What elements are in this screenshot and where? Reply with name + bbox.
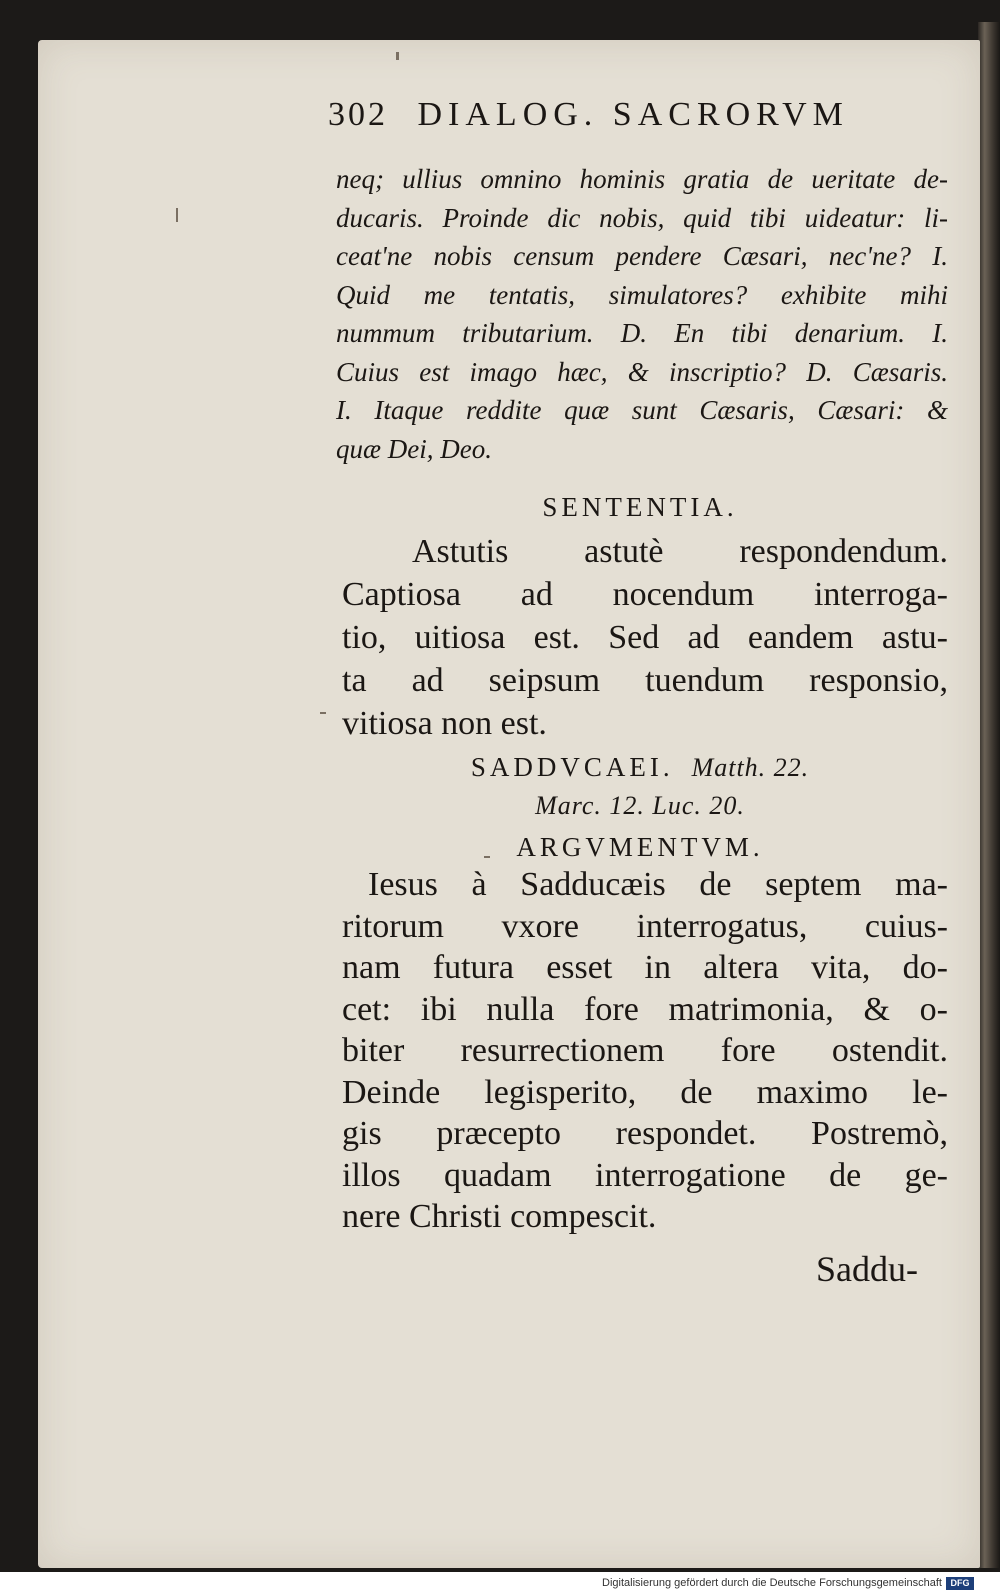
ink-speck	[396, 52, 399, 60]
argumentum-line: nere Christi compescit.	[342, 1198, 657, 1235]
argumentum-line: nam futura esset in altera vita, do-	[342, 949, 948, 986]
sententia-line: tio, uitiosa est. Sed ad eandem astu-	[342, 619, 948, 656]
catchword: Saddu-	[816, 1249, 918, 1289]
running-header	[328, 96, 849, 134]
argumentum-line: Deinde legisperito, de maximo le-	[342, 1073, 948, 1111]
section-subheading	[330, 790, 950, 821]
sententia-heading: SENTENTIA.	[542, 492, 738, 522]
dialogue-line: ducaris. Proinde dic nobis, quid tibi uideatur: li-	[336, 202, 948, 233]
dialogue-line: quæ Dei, Deo.	[336, 433, 492, 464]
page-number: 302	[328, 96, 388, 133]
argumentum-line: Iesus à Sadducæis de septem ma-	[368, 866, 948, 903]
book-page-edge	[978, 22, 1000, 1568]
scripture-reference: Marc. 12. Luc. 20.	[535, 791, 745, 820]
argumentum-line: gis præcepto respondet. Postremò,	[342, 1115, 948, 1152]
funding-credit: Digitalisierung gefördert durch die Deutsche Forschungsgemeinschaft	[602, 1577, 942, 1589]
dialogue-line: Cuius est imago hæc, & inscriptio? D. Cæsaris.	[336, 356, 948, 387]
argumentum-line: ritorum vxore interrogatus, cuius-	[342, 907, 948, 945]
sententia-line: vitiosa non est.	[342, 705, 547, 742]
dialogue-text	[336, 160, 948, 468]
dialogue-line: Quid me tentatis, simulatores? exhibite mihi	[336, 279, 948, 310]
sententia-text	[342, 530, 948, 745]
argumentum-line: illos quadam interrogatione de ge-	[342, 1156, 948, 1194]
dialogue-line: I. Itaque reddite quæ sunt Cæsaris, Cæsari: &	[336, 395, 948, 425]
dialogue-line: neq; ullius omnino hominis gratia de ueritate de-	[336, 164, 948, 194]
section-heading	[330, 752, 950, 783]
running-title: DIALOG. SACRORVM	[417, 96, 849, 133]
footer-bar	[0, 1572, 1000, 1596]
argumentum-text	[342, 864, 948, 1238]
ink-speck	[176, 208, 178, 222]
dialogue-line: ceat'ne nobis censum pendere Cæsari, nec'ne? I.	[336, 241, 948, 271]
scripture-reference: Matth. 22.	[691, 753, 810, 782]
dialogue-line: nummum tributarium. D. En tibi denarium. I.	[336, 318, 948, 348]
sententia-line: Captiosa ad nocendum interroga-	[342, 576, 948, 613]
argumentum-line: cet: ibi nulla fore matrimonia, & o-	[342, 990, 948, 1028]
section-title: SADDVCAEI.	[470, 752, 674, 782]
ink-speck	[320, 712, 326, 714]
dfg-logo-icon: DFG	[946, 1577, 974, 1590]
argumentum-line: biter resurrectionem fore ostendit.	[342, 1032, 948, 1069]
sententia-line: Astutis astutè respondendum.	[412, 533, 948, 570]
sententia-line: ta ad seipsum tuendum responsio,	[342, 662, 948, 699]
argumentum-heading: ARGVMENTVM.	[516, 832, 764, 862]
